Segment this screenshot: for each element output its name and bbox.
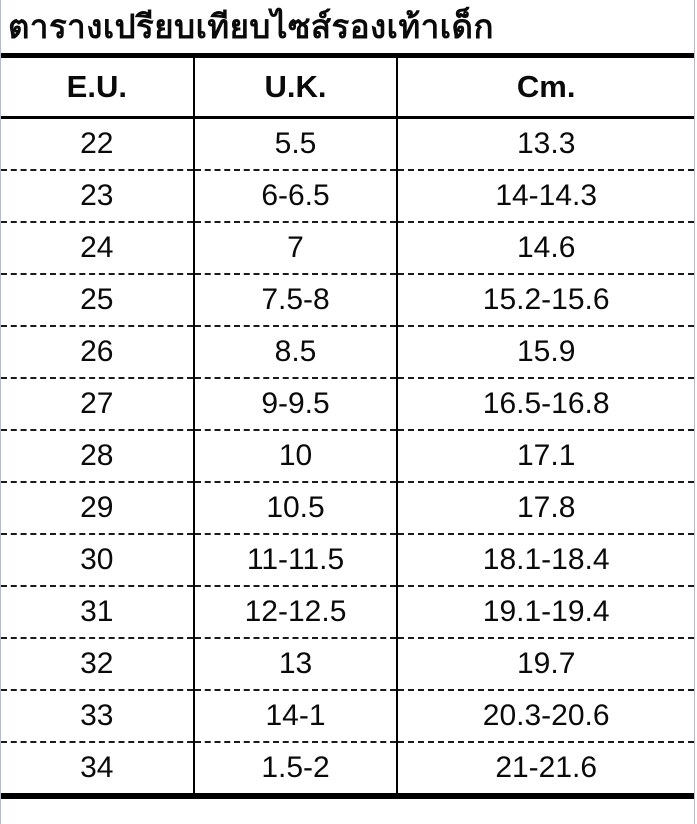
cm-size-cell: 14-14.3	[397, 170, 694, 222]
uk-size-cell: 13	[194, 638, 398, 690]
eu-size-cell: 24	[1, 222, 194, 274]
cm-size-cell: 14.6	[397, 222, 694, 274]
uk-size-cell: 6-6.5	[194, 170, 398, 222]
table-row	[1, 274, 694, 326]
column-header-uk: U.K.	[194, 58, 398, 118]
eu-size-cell: 25	[1, 274, 194, 326]
uk-size-cell: 11-11.5	[194, 534, 398, 586]
table-row	[1, 430, 694, 482]
table-row	[1, 534, 694, 586]
cm-size-cell: 16.5-16.8	[397, 378, 694, 430]
cm-size-cell: 17.8	[397, 482, 694, 534]
cm-size-cell: 19.7	[397, 638, 694, 690]
table-row	[1, 742, 694, 796]
uk-size-cell: 10	[194, 430, 398, 482]
table-row	[1, 690, 694, 742]
size-table	[1, 58, 694, 799]
cm-size-cell: 21-21.6	[397, 742, 694, 796]
uk-size-cell: 7.5-8	[194, 274, 398, 326]
column-header-eu: E.U.	[1, 58, 194, 118]
uk-size-cell: 7	[194, 222, 398, 274]
table-row	[1, 586, 694, 638]
cm-size-cell: 15.2-15.6	[397, 274, 694, 326]
cm-size-cell: 19.1-19.4	[397, 586, 694, 638]
uk-size-cell: 14-1	[194, 690, 398, 742]
eu-size-cell: 28	[1, 430, 194, 482]
table-row	[1, 222, 694, 274]
uk-size-cell: 9-9.5	[194, 378, 398, 430]
uk-size-cell: 8.5	[194, 326, 398, 378]
size-table-body	[1, 118, 694, 797]
eu-size-cell: 32	[1, 638, 194, 690]
table-row	[1, 482, 694, 534]
eu-size-cell: 31	[1, 586, 194, 638]
page-title: ตารางเปรียบเทียบไซส์รองเท้าเด็ก	[1, 0, 694, 58]
eu-size-cell: 30	[1, 534, 194, 586]
table-row	[1, 118, 694, 171]
table-row	[1, 170, 694, 222]
eu-size-cell: 22	[1, 118, 194, 171]
column-header-cm: Cm.	[397, 58, 694, 118]
eu-size-cell: 34	[80, 751, 114, 784]
eu-size-cell: 27	[1, 378, 194, 430]
uk-size-cell: 1.5-2	[194, 742, 398, 796]
table-row	[1, 638, 694, 690]
table-row	[1, 326, 694, 378]
eu-size-cell: 33	[1, 690, 194, 742]
cm-size-cell: 13.3	[397, 118, 694, 171]
uk-size-cell: 12-12.5	[194, 586, 398, 638]
cm-size-cell: 18.1-18.4	[397, 534, 694, 586]
eu-size-cell: 23	[1, 170, 194, 222]
uk-size-cell: 10.5	[194, 482, 398, 534]
uk-size-cell: 5.5	[194, 118, 398, 171]
cm-size-cell: 20.3-20.6	[397, 690, 694, 742]
eu-size-cell: 29	[1, 482, 194, 534]
table-row	[1, 378, 694, 430]
cm-size-cell: 17.1	[397, 430, 694, 482]
header-row	[1, 58, 694, 118]
eu-size-cell: 26	[1, 326, 194, 378]
cm-size-cell: 15.9	[397, 326, 694, 378]
